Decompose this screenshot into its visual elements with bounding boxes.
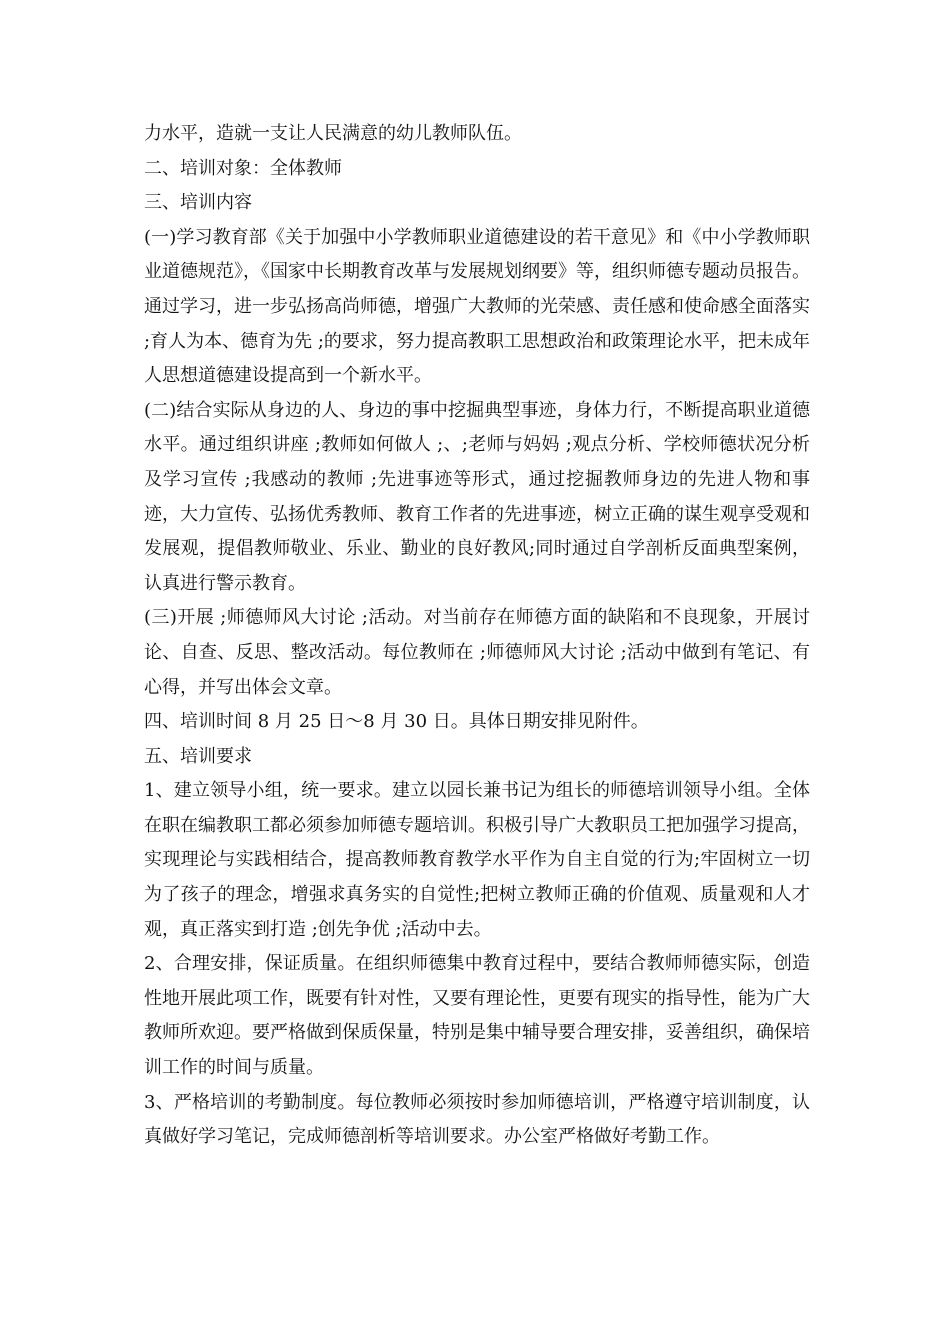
section-heading-training-time: 四、培训时间 8 月 25 日～8 月 30 日。具体日期安排见附件。: [144, 711, 649, 733]
paragraph-requirement-1: 1、建立领导小组，统一要求。建立以园长兼书记为组长的师德培训领导小组。全体在职在编教职工都必须参加师德专题培训。积极引导广大教职员工把加强学习提高，实现理论与实践相结合，提高教师教育教学水平作为自主自觉的行为;牢固树立一切为了孩子的理念，增强求真务实的自觉性;把树立教师正确的价值观、质量观和人才观，真正落实到打造 ;创先争优 ;活动中去。: [144, 780, 810, 940]
paragraph-requirement-3: 3、严格培训的考勤制度。每位教师必须按时参加师德培训，严格遵守培训制度，认真做好学习笔记，完成师德剖析等培训要求。办公室严格做好考勤工作。: [144, 1091, 810, 1148]
paragraph-content-item-3: (三)开展 ;师德师风大讨论 ;活动。对当前存在师德方面的缺陷和不良现象，开展讨论、自查、反思、整改活动。每位教师在 ;师德师风大讨论 ;活动中做到有笔记、有心得，并写出体会文章。: [144, 607, 810, 698]
paragraph-content-item-1: (一)学习教育部《关于加强中小学教师职业道德建设的若干意见》和《中小学教师职业道德规范》，《国家中长期教育改革与发展规划纲要》等，组织师德专题动员报告。通过学习，进一步弘扬高尚师德，增强广大教师的光荣感、责任感和使命感全面落实 ;育人为本、德育为先 ;的要求，努力提高教职工思想政治和政策理论水平，把未成年人思想道德建设提高到一个新水平。: [144, 226, 810, 387]
paragraph-requirement-2: 2、合理安排，保证质量。在组织师德集中教育过程中，要结合教师师德实际，创造性地开展此项工作，既要有针对性，又要有理论性，更要有现实的指导性，能为广大教师所欢迎。要严格做到保质保量，特别是集中辅导要合理安排，妥善组织，确保培训工作的时间与质量。: [144, 953, 810, 1079]
document-body: [144, 117, 810, 1155]
section-heading-training-target: 二、培训对象：全体教师: [144, 157, 342, 179]
section-heading-training-content: 三、培训内容: [144, 192, 252, 214]
section-heading-training-requirements: 五、培训要求: [144, 745, 252, 767]
paragraph-content-item-2: (二)结合实际从身边的人、身边的事中挖掘典型事迹，身体力行，不断提高职业道德水平。通过组织讲座 ;教师如何做人 ;、;老师与妈妈 ;观点分析、学校师德状况分析及学习宣传 ;我感动的教师 ;先进事迹等形式，通过挖掘教师身边的先进人物和事迹，大力宣传、弘扬优秀教师、教育工作者的先进事迹，树立正确的谋生观享受观和发展观，提倡教师敬业、乐业、勤业的良好教风;同时通过自学剖析反面典型案例，认真进行警示教育。: [144, 399, 810, 594]
paragraph-continuation: 力水平，造就一支让人民满意的幼儿教师队伍。: [144, 123, 522, 144]
